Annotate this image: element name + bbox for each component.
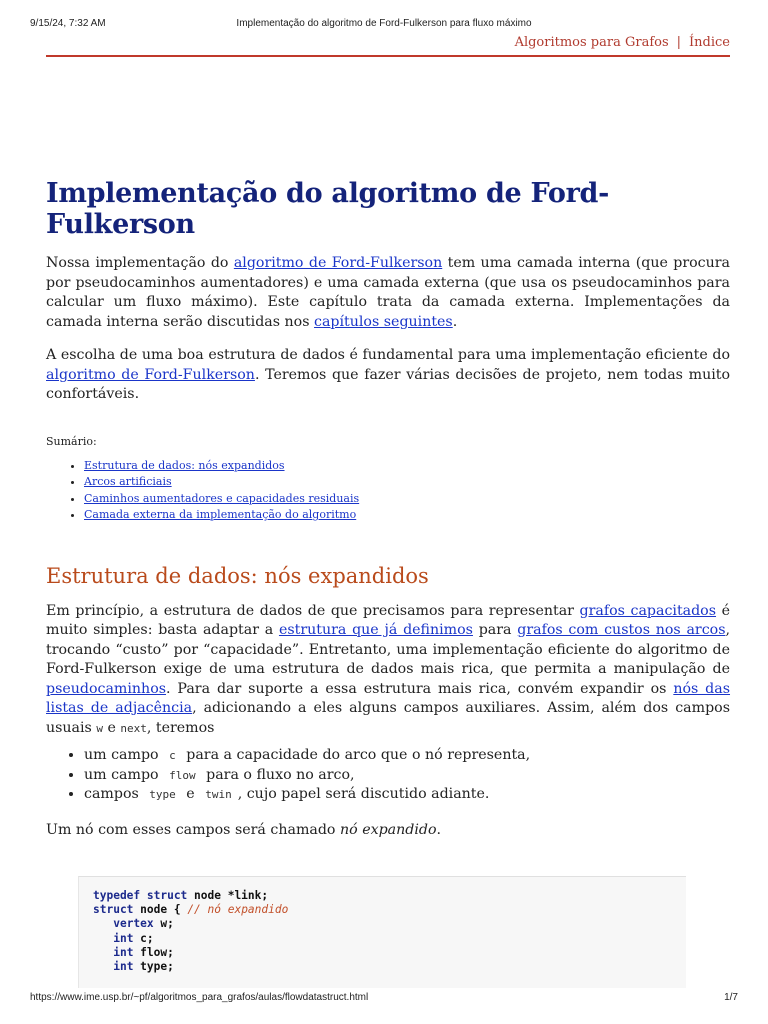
code-keyword: int [113,931,134,945]
field-item [84,766,730,786]
code-keyword: int [113,960,134,974]
nav-separator: | [676,35,682,50]
print-doc-title: Implementação do algoritmo de Ford-Fulkerson para fluxo máximo [236,18,532,29]
code-line [93,932,672,946]
code-line [93,889,672,903]
toc-link-camada[interactable]: Camada externa da implementação do algoritmo [84,508,357,521]
code-keyword: struct [93,903,134,917]
code-text: w; [153,917,174,931]
toc-link-estrutura[interactable]: Estrutura de dados: nós expandidos [84,458,285,472]
code-line [93,946,672,960]
code-line [93,960,672,974]
code-text: type; [133,960,174,974]
text: Nossa implementação do [46,255,234,271]
inline-code-w: w [96,721,103,735]
inline-code-next: next [120,721,147,735]
nav-link-algoritmos[interactable]: Algoritmos para Grafos [514,35,669,50]
inline-code-flow: flow [169,768,196,782]
text: é muito simples: basta adaptar a [46,602,730,638]
text: , teremos [146,719,215,736]
summary-item [84,507,730,524]
text: para [472,622,518,638]
text: campos [84,786,139,802]
print-footer [30,992,738,1006]
link-nos-listas[interactable]: nós das listas de adjacência [46,680,731,716]
text: . [436,821,442,838]
code-text: c; [133,931,154,945]
code-keyword: int [113,945,134,959]
section-paragraph [46,602,730,739]
emphasis-no-expandido: nó expandido [340,821,437,838]
text: um campo [84,766,159,783]
text: A escolha de uma boa estrutura de dados é fundamental para uma implementação eficiente do [46,347,730,363]
text: para a capacidade do arco que o nó representa, [186,747,531,763]
print-date: 9/15/24, 7:32 AM [30,18,106,29]
summary-item [84,474,730,491]
summary-item [84,491,730,508]
toc-link-caminhos[interactable]: Caminhos aumentadores e capacidades residuais [84,491,360,505]
inline-code-type: type [149,788,176,801]
page-title: Implementação do algoritmo de Ford-Fulkerson [46,178,610,240]
text: , trocando “custo” por “capacidade”. Entretanto, uma implementação eficiente do algoritmo de Ford-Fulkerson exige de uma estrutura de dados mais rica, que permita a manipulação de [46,622,730,677]
summary-label: Sumário: [46,434,97,448]
inline-code-twin: twin [205,788,232,801]
link-ford-fulkerson-2[interactable]: algoritmo de Ford-Fulkerson [46,366,255,383]
closing-paragraph [46,821,730,841]
text: Em princípio, a estrutura de dados de que precisamos para representar [46,602,580,619]
inline-code-c: c [169,749,176,762]
text: , adicionando a eles alguns campos auxiliares. Assim, além dos campos usuais [46,700,730,736]
code-text: node { [133,903,188,917]
link-pseudocaminhos[interactable]: pseudocaminhos [46,680,167,697]
code-line [93,917,672,931]
code-keyword: vertex [113,917,154,931]
print-page-number: 1/7 [724,992,738,1003]
text: e [102,719,121,736]
link-estrutura-definida[interactable]: estrutura que já definimos [278,622,473,638]
text: Um nó com esses campos será chamado [46,821,340,838]
text: , cujo papel será discutido adiante. [237,786,490,802]
main-content [46,178,730,840]
code-block [78,876,686,988]
link-ford-fulkerson[interactable]: algoritmo de Ford-Fulkerson [233,255,443,271]
section-heading: Estrutura de dados: nós expandidos [46,563,429,588]
toc-link-arcos[interactable]: Arcos artificiais [84,475,172,488]
second-paragraph [46,346,730,405]
intro-paragraph [46,254,730,332]
text: e [186,786,195,802]
code-text: flow; [133,945,174,959]
link-grafos-capacitados[interactable]: grafos capacitados [579,602,717,619]
text: . Para dar suporte a essa estrutura mais rica, convém expandir os [166,680,674,697]
code-comment: // nó expandido [187,903,289,917]
code-keyword: typedef struct [93,889,188,902]
text: tem uma camada interna (que procura por pseudocaminhos aumentadores) e uma camada externa (que usa os pseudocaminhos para calcular um fluxo máximo). Este capítulo trata da camada externa. Implementações da camada interna serão discutidas nos [46,255,731,330]
link-capitulos-seguintes[interactable]: capítulos seguintes [314,313,453,330]
print-header [30,18,738,32]
print-url: https://www.ime.usp.br/~pf/algoritmos_para_grafos/aulas/flowdatastruct.html [30,992,369,1003]
text: para o fluxo no arco, [206,766,355,783]
summary-item [84,458,730,475]
fields-list [46,746,730,805]
top-nav [46,35,730,57]
field-item [84,746,730,766]
text: um campo [84,747,159,763]
field-item [84,785,730,805]
nav-link-indice[interactable]: Índice [689,35,730,50]
code-text: node *link; [187,889,269,902]
code-line [93,903,672,917]
text: . Teremos que fazer várias decisões de projeto, nem todas muito confortáveis. [46,366,730,402]
summary-list [46,458,730,524]
link-grafos-custos[interactable]: grafos com custos nos arcos [517,622,726,638]
text: . [452,313,458,330]
